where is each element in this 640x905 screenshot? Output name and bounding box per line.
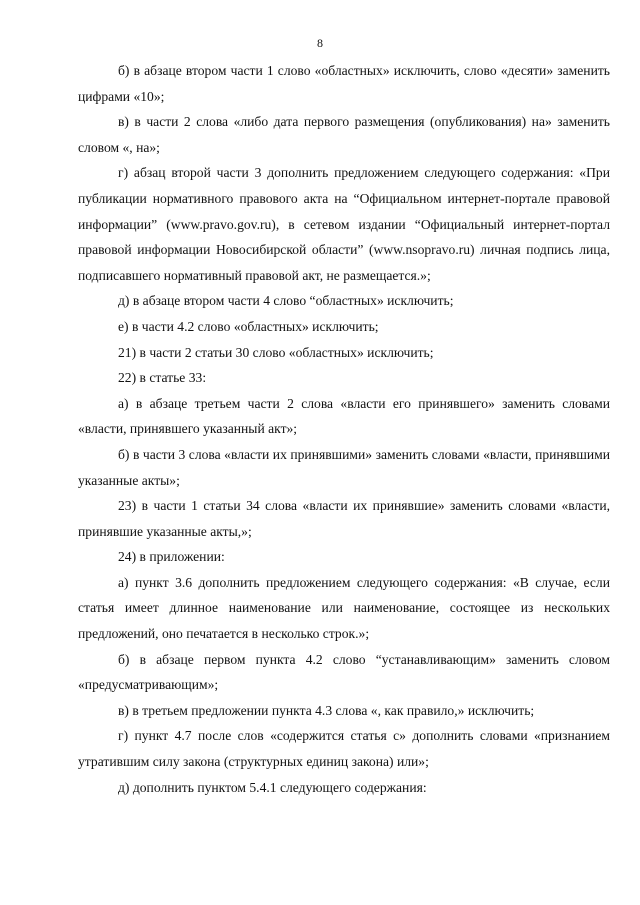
paragraph-22-a: а) в абзаце третьем части 2 слова «власти его принявшего» заменить словами «власти, принявшего указанный акт»; — [78, 395, 610, 437]
paragraph-21: 21) в части 2 статьи 30 слово «областных» исключить; — [118, 344, 434, 360]
paragraph-b-abzac-vtoroy: б) в абзаце втором части 1 слово «областных» исключить, слово «десяти» заменить цифрами «10»; — [78, 63, 610, 104]
paragraph-24-d: д) дополнить пунктом 5.4.1 следующего содержания: — [118, 779, 427, 795]
paragraph-v-chast-2: в) в части 2 слова «либо дата первого размещения (опубликования) на» заменить словом «, на»; — [78, 114, 610, 155]
paragraph-24: 24) в приложении: — [118, 549, 225, 565]
paragraph-24-g: г) пункт 4.7 после слов «содержится статья с» дополнить словами «признанием утратившим силу закона (структурных единиц закона) или»; — [78, 728, 610, 770]
paragraph-22-b: б) в части 3 слова «власти их принявшими» заменить словами «власти, принявшими указанные акты»; — [78, 446, 610, 488]
paragraph-e-chast-4-2: е) в части 4.2 слово «областных» исключить; — [118, 318, 379, 334]
paragraph-24-a: а) пункт 3.6 дополнить предложением следующего содержания: «В случае, если статья имеет длинное наименование или наименование, состоящее из нескольких предложений, оно печатается в несколько строк.»; — [78, 574, 610, 642]
paragraph-23: 23) в части 1 статьи 34 слова «власти их принявшие» заменить словами «власти, принявшие указанные акты,»; — [78, 498, 610, 539]
page-number: 8 — [317, 36, 323, 50]
paragraph-22: 22) в статье 33: — [118, 370, 207, 386]
paragraph-d-chast-4: д) в абзаце втором части 4 слово “областных» исключить; — [118, 293, 454, 309]
paragraph-24-b: б) в абзаце первом пункта 4.2 слово “устанавливающим» заменить словом «предусматривающим»; — [78, 651, 610, 693]
document-body — [78, 58, 610, 800]
paragraph-g-abzac-chast-3: г) абзац второй части 3 дополнить предложением следующего содержания: «При публикации нормативного правового акта на “Официальном интернет-портале правовой информации” (www.pravo.gov.ru), в сетевом издании “Официальный интернет-портал правовой информации Новосибирской области” (www.nsopravo.ru) личная подпись лица, подписавшего нормативный правовой акт, не размещается.»; — [78, 165, 610, 283]
paragraph-24-v: в) в третьем предложении пункта 4.3 слова «, как правило,» исключить; — [118, 702, 535, 718]
